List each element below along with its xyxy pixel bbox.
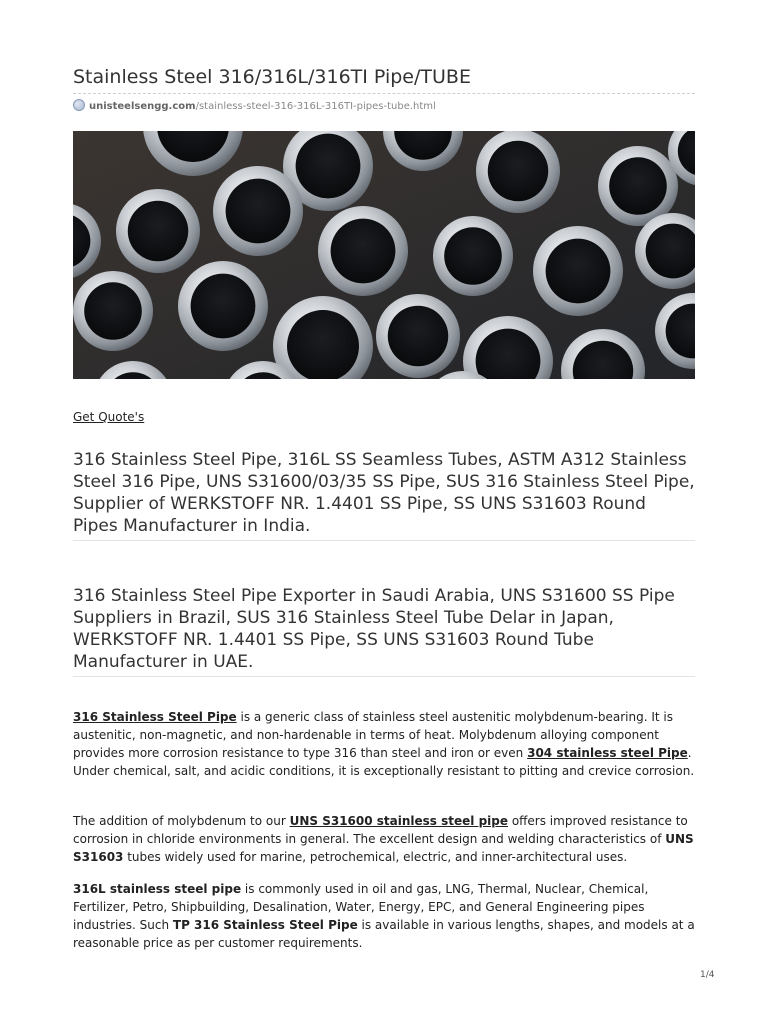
paragraph-molybdenum: The addition of molybdenum to our UNS S31600 stainless steel pipe offers improved resistance to corrosion in chloride environments in general. The excellent design and welding characteristics of UNS S31603 tubes widely used for marine, petrochemical, electric, and inner-architectural uses. xyxy=(73,814,694,864)
url-path: /stainless-steel-316-316L-316TI-pipes-tube.html xyxy=(195,101,436,112)
source-url[interactable] xyxy=(73,99,436,112)
heading-exporter-regions: 316 Stainless Steel Pipe Exporter in Saudi Arabia, UNS S31600 SS Pipe Suppliers in Brazil, SUS 316 Stainless Steel Tube Delar in Japan, WERKSTOFF NR. 1.4401 SS Pipe, SS UNS S31603 Round Tube Manufacturer in UAE. xyxy=(73,586,675,672)
pipe-bore xyxy=(128,201,188,261)
pipe-bore xyxy=(546,239,611,304)
pipe-bore xyxy=(388,306,448,366)
pipe-bore xyxy=(84,282,142,340)
bold-316l-pipe: 316L stainless steel pipe xyxy=(73,882,242,896)
link-uns-s31600-pipe[interactable]: UNS S31600 stainless steel pipe xyxy=(289,814,508,828)
url-domain: unisteelsengg.com xyxy=(89,101,196,112)
pipe-bore xyxy=(226,179,291,244)
bold-tp316-pipe: TP 316 Stainless Steel Pipe xyxy=(172,918,358,932)
pipe-bore xyxy=(488,141,548,201)
page-number: 1/4 xyxy=(700,970,715,980)
pipe-bore xyxy=(296,134,361,199)
pipe-bore xyxy=(287,310,359,379)
pipe-bore xyxy=(444,227,502,285)
divider xyxy=(73,676,695,677)
get-quote-link[interactable]: Get Quote's xyxy=(73,410,145,424)
globe-icon xyxy=(73,99,85,111)
bold-uns-s31603: UNS S31603 xyxy=(73,832,694,864)
pipe-bore xyxy=(191,274,256,339)
pipes-illustration xyxy=(73,131,695,379)
pipe-bore xyxy=(609,157,667,215)
link-316-stainless-steel-pipe[interactable]: 316 Stainless Steel Pipe xyxy=(73,710,237,724)
divider xyxy=(73,540,695,541)
heading-products-india: 316 Stainless Steel Pipe, 316L SS Seamless Tubes, ASTM A312 Stainless Steel 316 Pipe, UNS S31600/03/35 SS Pipe, SUS 316 Stainless Steel Pipe, Supplier of WERKSTOFF NR. 1.4401 SS Pipe, SS UNS S31603 Round Pipes Manufacturer in India. xyxy=(73,450,695,536)
hero-image-stainless-pipes xyxy=(73,131,695,379)
paragraph-applications: 316L stainless steel pipe is commonly used in oil and gas, LNG, Thermal, Nuclear, Chemical, Fertilizer, Petro, Shipbuilding, Desalination, Water, Energy, EPC, and General Engineering pipes industries. Such TP 316 Stainless Steel Pipe is available in various lengths, shapes, and models at a reasonable price as per customer requirements. xyxy=(73,882,695,950)
paragraph-intro: 316 Stainless Steel Pipe is a generic class of stainless steel austenitic molybdenum-bearing. It is austenitic, non-magnetic, and non-hardenable in terms of heat. Molybdenum alloying component provides more corrosion resistance to type 316 than steel and iron or even 304 stainless steel Pipe. Under chemical, salt, and acidic conditions, it is exceptionally resistant to pitting and crevice corrosion. xyxy=(73,710,695,778)
pipe-bore xyxy=(331,219,396,284)
page-title: Stainless Steel 316/316L/316TI Pipe/TUBE xyxy=(73,66,471,88)
link-304-stainless-steel-pipe[interactable]: 304 stainless steel Pipe xyxy=(527,746,688,760)
